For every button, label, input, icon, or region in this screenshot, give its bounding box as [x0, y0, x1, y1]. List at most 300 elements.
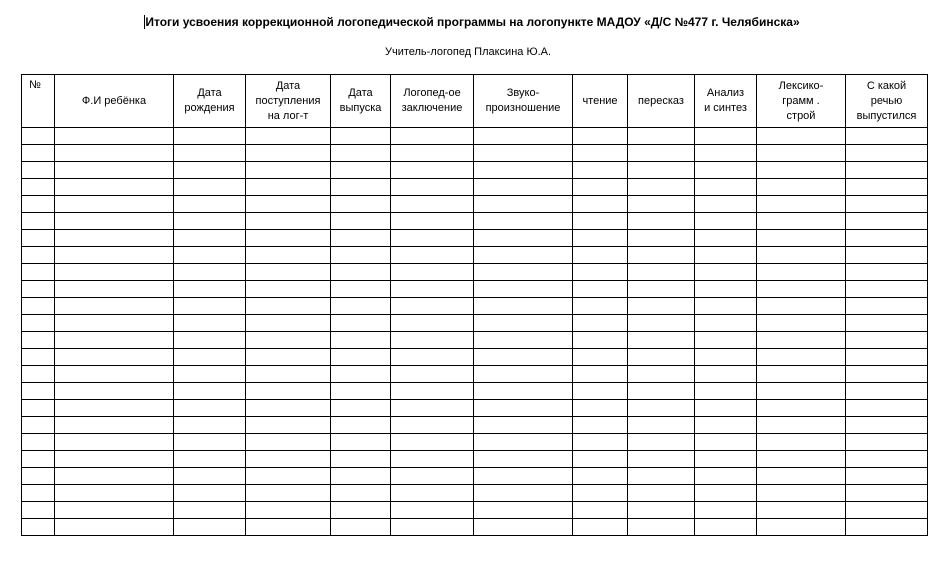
- table-cell-sound[interactable]: [474, 230, 573, 247]
- table-cell-analysis[interactable]: [695, 247, 757, 264]
- table-cell-reading[interactable]: [573, 247, 628, 264]
- table-cell-num[interactable]: [22, 179, 55, 196]
- table-cell-name[interactable]: [55, 485, 174, 502]
- table-cell-num[interactable]: [22, 298, 55, 315]
- table-cell-lexico[interactable]: [757, 502, 846, 519]
- table-cell-analysis[interactable]: [695, 366, 757, 383]
- table-cell-num[interactable]: [22, 366, 55, 383]
- table-cell-admission_date[interactable]: [246, 332, 331, 349]
- table-cell-analysis[interactable]: [695, 383, 757, 400]
- table-cell-admission_date[interactable]: [246, 196, 331, 213]
- table-cell-admission_date[interactable]: [246, 179, 331, 196]
- table-cell-lexico[interactable]: [757, 145, 846, 162]
- table-cell-admission_date[interactable]: [246, 162, 331, 179]
- table-cell-release_date[interactable]: [331, 485, 391, 502]
- table-cell-sound[interactable]: [474, 502, 573, 519]
- table-cell-admission_date[interactable]: [246, 128, 331, 145]
- table-cell-name[interactable]: [55, 417, 174, 434]
- table-cell-name[interactable]: [55, 264, 174, 281]
- table-cell-retelling[interactable]: [628, 519, 695, 536]
- table-cell-analysis[interactable]: [695, 162, 757, 179]
- table-cell-name[interactable]: [55, 502, 174, 519]
- table-cell-lexico[interactable]: [757, 179, 846, 196]
- table-cell-retelling[interactable]: [628, 128, 695, 145]
- table-cell-sound[interactable]: [474, 366, 573, 383]
- table-cell-birth_date[interactable]: [174, 179, 246, 196]
- table-cell-release_date[interactable]: [331, 196, 391, 213]
- table-cell-conclusion[interactable]: [391, 332, 474, 349]
- table-cell-retelling[interactable]: [628, 230, 695, 247]
- table-cell-num[interactable]: [22, 519, 55, 536]
- table-cell-name[interactable]: [55, 349, 174, 366]
- table-cell-release_date[interactable]: [331, 315, 391, 332]
- table-cell-release_date[interactable]: [331, 383, 391, 400]
- table-cell-lexico[interactable]: [757, 383, 846, 400]
- column-header-admission-date: Дата поступления на лог-т: [246, 75, 331, 128]
- table-cell-birth_date[interactable]: [174, 298, 246, 315]
- table-cell-birth_date[interactable]: [174, 468, 246, 485]
- table-cell-speech_out[interactable]: [846, 213, 928, 230]
- table-cell-retelling[interactable]: [628, 400, 695, 417]
- table-cell-birth_date[interactable]: [174, 451, 246, 468]
- table-cell-release_date[interactable]: [331, 366, 391, 383]
- table-cell-retelling[interactable]: [628, 502, 695, 519]
- table-cell-name[interactable]: [55, 145, 174, 162]
- table-cell-lexico[interactable]: [757, 468, 846, 485]
- table-cell-name[interactable]: [55, 213, 174, 230]
- table-cell-analysis[interactable]: [695, 315, 757, 332]
- table-cell-name[interactable]: [55, 128, 174, 145]
- table-cell-speech_out[interactable]: [846, 145, 928, 162]
- table-cell-reading[interactable]: [573, 349, 628, 366]
- table-cell-lexico[interactable]: [757, 315, 846, 332]
- table-cell-sound[interactable]: [474, 128, 573, 145]
- table-cell-admission_date[interactable]: [246, 451, 331, 468]
- table-cell-speech_out[interactable]: [846, 179, 928, 196]
- table-cell-name[interactable]: [55, 400, 174, 417]
- table-cell-retelling[interactable]: [628, 485, 695, 502]
- table-cell-name[interactable]: [55, 230, 174, 247]
- table-cell-birth_date[interactable]: [174, 417, 246, 434]
- table-cell-birth_date[interactable]: [174, 485, 246, 502]
- table-cell-release_date[interactable]: [331, 281, 391, 298]
- table-cell-reading[interactable]: [573, 451, 628, 468]
- table-cell-num[interactable]: [22, 315, 55, 332]
- table-cell-speech_out[interactable]: [846, 230, 928, 247]
- table-cell-retelling[interactable]: [628, 298, 695, 315]
- table-cell-retelling[interactable]: [628, 366, 695, 383]
- table-cell-birth_date[interactable]: [174, 145, 246, 162]
- table-cell-sound[interactable]: [474, 451, 573, 468]
- table-cell-birth_date[interactable]: [174, 315, 246, 332]
- table-cell-reading[interactable]: [573, 383, 628, 400]
- table-cell-reading[interactable]: [573, 230, 628, 247]
- table-cell-sound[interactable]: [474, 247, 573, 264]
- table-row: [22, 230, 928, 247]
- table-cell-speech_out[interactable]: [846, 502, 928, 519]
- table-cell-birth_date[interactable]: [174, 366, 246, 383]
- table-cell-speech_out[interactable]: [846, 247, 928, 264]
- table-cell-retelling[interactable]: [628, 349, 695, 366]
- table-cell-conclusion[interactable]: [391, 400, 474, 417]
- table-cell-conclusion[interactable]: [391, 468, 474, 485]
- table-cell-retelling[interactable]: [628, 417, 695, 434]
- table-row: [22, 349, 928, 366]
- table-cell-release_date[interactable]: [331, 213, 391, 230]
- table-cell-speech_out[interactable]: [846, 451, 928, 468]
- table-cell-reading[interactable]: [573, 162, 628, 179]
- table-cell-speech_out[interactable]: [846, 298, 928, 315]
- table-cell-speech_out[interactable]: [846, 400, 928, 417]
- table-cell-birth_date[interactable]: [174, 213, 246, 230]
- table-cell-conclusion[interactable]: [391, 179, 474, 196]
- table-cell-name[interactable]: [55, 332, 174, 349]
- table-cell-lexico[interactable]: [757, 417, 846, 434]
- table-cell-speech_out[interactable]: [846, 128, 928, 145]
- table-cell-analysis[interactable]: [695, 179, 757, 196]
- table-cell-analysis[interactable]: [695, 298, 757, 315]
- column-header-release-date: Дата выпуска: [331, 75, 391, 128]
- table-cell-speech_out[interactable]: [846, 349, 928, 366]
- table-cell-analysis[interactable]: [695, 400, 757, 417]
- table-cell-conclusion[interactable]: [391, 145, 474, 162]
- table-cell-release_date[interactable]: [331, 298, 391, 315]
- table-cell-birth_date[interactable]: [174, 502, 246, 519]
- table-cell-analysis[interactable]: [695, 145, 757, 162]
- table-cell-conclusion[interactable]: [391, 264, 474, 281]
- table-cell-sound[interactable]: [474, 162, 573, 179]
- table-cell-lexico[interactable]: [757, 128, 846, 145]
- table-cell-speech_out[interactable]: [846, 332, 928, 349]
- table-cell-conclusion[interactable]: [391, 213, 474, 230]
- table-cell-sound[interactable]: [474, 383, 573, 400]
- table-cell-name[interactable]: [55, 298, 174, 315]
- table-cell-reading[interactable]: [573, 485, 628, 502]
- table-cell-retelling[interactable]: [628, 383, 695, 400]
- table-cell-num[interactable]: [22, 196, 55, 213]
- table-cell-lexico[interactable]: [757, 519, 846, 536]
- table-cell-conclusion[interactable]: [391, 417, 474, 434]
- table-cell-lexico[interactable]: [757, 196, 846, 213]
- table-cell-sound[interactable]: [474, 145, 573, 162]
- table-cell-speech_out[interactable]: [846, 196, 928, 213]
- table-cell-num[interactable]: [22, 247, 55, 264]
- table-cell-admission_date[interactable]: [246, 145, 331, 162]
- table-cell-num[interactable]: [22, 264, 55, 281]
- table-cell-speech_out[interactable]: [846, 162, 928, 179]
- table-cell-sound[interactable]: [474, 264, 573, 281]
- table-cell-admission_date[interactable]: [246, 366, 331, 383]
- table-cell-num[interactable]: [22, 485, 55, 502]
- table-cell-name[interactable]: [55, 196, 174, 213]
- table-cell-conclusion[interactable]: [391, 349, 474, 366]
- table-cell-release_date[interactable]: [331, 349, 391, 366]
- table-cell-birth_date[interactable]: [174, 383, 246, 400]
- table-cell-release_date[interactable]: [331, 179, 391, 196]
- table-cell-lexico[interactable]: [757, 349, 846, 366]
- table-cell-num[interactable]: [22, 417, 55, 434]
- table-cell-release_date[interactable]: [331, 468, 391, 485]
- table-cell-num[interactable]: [22, 145, 55, 162]
- table-cell-reading[interactable]: [573, 366, 628, 383]
- table-cell-name[interactable]: [55, 247, 174, 264]
- table-cell-release_date[interactable]: [331, 434, 391, 451]
- table-cell-retelling[interactable]: [628, 281, 695, 298]
- table-cell-name[interactable]: [55, 434, 174, 451]
- table-cell-num[interactable]: [22, 451, 55, 468]
- table-cell-lexico[interactable]: [757, 264, 846, 281]
- table-cell-release_date[interactable]: [331, 230, 391, 247]
- table-cell-retelling[interactable]: [628, 162, 695, 179]
- table-cell-admission_date[interactable]: [246, 434, 331, 451]
- table-cell-reading[interactable]: [573, 434, 628, 451]
- table-cell-release_date[interactable]: [331, 417, 391, 434]
- table-cell-analysis[interactable]: [695, 485, 757, 502]
- table-cell-analysis[interactable]: [695, 213, 757, 230]
- table-cell-retelling[interactable]: [628, 468, 695, 485]
- table-cell-lexico[interactable]: [757, 162, 846, 179]
- table-cell-lexico[interactable]: [757, 332, 846, 349]
- table-cell-admission_date[interactable]: [246, 315, 331, 332]
- table-cell-num[interactable]: [22, 230, 55, 247]
- table-row: [22, 485, 928, 502]
- table-cell-sound[interactable]: [474, 196, 573, 213]
- table-cell-sound[interactable]: [474, 332, 573, 349]
- table-cell-sound[interactable]: [474, 468, 573, 485]
- table-cell-lexico[interactable]: [757, 451, 846, 468]
- table-cell-conclusion[interactable]: [391, 451, 474, 468]
- table-cell-conclusion[interactable]: [391, 366, 474, 383]
- table-cell-reading[interactable]: [573, 128, 628, 145]
- table-cell-birth_date[interactable]: [174, 264, 246, 281]
- table-cell-reading[interactable]: [573, 502, 628, 519]
- table-cell-num[interactable]: [22, 434, 55, 451]
- table-cell-num[interactable]: [22, 281, 55, 298]
- column-header-analysis-synthesis: Анализ и синтез: [695, 75, 757, 128]
- table-cell-retelling[interactable]: [628, 247, 695, 264]
- table-cell-reading[interactable]: [573, 315, 628, 332]
- table-cell-retelling[interactable]: [628, 332, 695, 349]
- table-cell-admission_date[interactable]: [246, 281, 331, 298]
- table-row: [22, 264, 928, 281]
- table-cell-num[interactable]: [22, 468, 55, 485]
- table-cell-birth_date[interactable]: [174, 332, 246, 349]
- table-cell-name[interactable]: [55, 162, 174, 179]
- table-cell-retelling[interactable]: [628, 264, 695, 281]
- table-cell-analysis[interactable]: [695, 434, 757, 451]
- table-cell-conclusion[interactable]: [391, 485, 474, 502]
- table-cell-num[interactable]: [22, 400, 55, 417]
- table-cell-release_date[interactable]: [331, 400, 391, 417]
- table-cell-birth_date[interactable]: [174, 162, 246, 179]
- table-cell-admission_date[interactable]: [246, 485, 331, 502]
- table-cell-birth_date[interactable]: [174, 400, 246, 417]
- table-cell-num[interactable]: [22, 213, 55, 230]
- table-cell-conclusion[interactable]: [391, 128, 474, 145]
- table-cell-lexico[interactable]: [757, 213, 846, 230]
- table-cell-analysis[interactable]: [695, 451, 757, 468]
- table-cell-retelling[interactable]: [628, 434, 695, 451]
- table-cell-birth_date[interactable]: [174, 281, 246, 298]
- table-cell-admission_date[interactable]: [246, 502, 331, 519]
- table-cell-analysis[interactable]: [695, 349, 757, 366]
- table-cell-name[interactable]: [55, 451, 174, 468]
- table-cell-admission_date[interactable]: [246, 213, 331, 230]
- table-cell-conclusion[interactable]: [391, 162, 474, 179]
- table-cell-birth_date[interactable]: [174, 196, 246, 213]
- table-cell-speech_out[interactable]: [846, 519, 928, 536]
- table-cell-name[interactable]: [55, 519, 174, 536]
- table-cell-admission_date[interactable]: [246, 298, 331, 315]
- table-cell-num[interactable]: [22, 349, 55, 366]
- table-cell-analysis[interactable]: [695, 128, 757, 145]
- column-header-conclusion: Логопед-ое заключение: [391, 75, 474, 128]
- table-cell-admission_date[interactable]: [246, 519, 331, 536]
- table-cell-sound[interactable]: [474, 417, 573, 434]
- table-cell-release_date[interactable]: [331, 247, 391, 264]
- table-cell-release_date[interactable]: [331, 332, 391, 349]
- table-cell-analysis[interactable]: [695, 196, 757, 213]
- table-cell-speech_out[interactable]: [846, 366, 928, 383]
- table-cell-speech_out[interactable]: [846, 383, 928, 400]
- table-cell-release_date[interactable]: [331, 145, 391, 162]
- table-cell-analysis[interactable]: [695, 417, 757, 434]
- table-cell-name[interactable]: [55, 468, 174, 485]
- table-cell-num[interactable]: [22, 332, 55, 349]
- table-cell-num[interactable]: [22, 128, 55, 145]
- table-cell-lexico[interactable]: [757, 281, 846, 298]
- table-cell-conclusion[interactable]: [391, 434, 474, 451]
- table-cell-sound[interactable]: [474, 400, 573, 417]
- table-cell-analysis[interactable]: [695, 332, 757, 349]
- table-cell-name[interactable]: [55, 366, 174, 383]
- table-cell-birth_date[interactable]: [174, 128, 246, 145]
- table-cell-conclusion[interactable]: [391, 383, 474, 400]
- table-cell-conclusion[interactable]: [391, 298, 474, 315]
- table-cell-lexico[interactable]: [757, 298, 846, 315]
- table-cell-admission_date[interactable]: [246, 383, 331, 400]
- table-cell-num[interactable]: [22, 162, 55, 179]
- table-cell-lexico[interactable]: [757, 434, 846, 451]
- table-cell-release_date[interactable]: [331, 264, 391, 281]
- table-cell-admission_date[interactable]: [246, 417, 331, 434]
- table-cell-admission_date[interactable]: [246, 247, 331, 264]
- table-cell-analysis[interactable]: [695, 519, 757, 536]
- table-cell-sound[interactable]: [474, 349, 573, 366]
- table-cell-speech_out[interactable]: [846, 315, 928, 332]
- table-cell-reading[interactable]: [573, 468, 628, 485]
- table-cell-sound[interactable]: [474, 281, 573, 298]
- table-cell-retelling[interactable]: [628, 179, 695, 196]
- table-cell-reading[interactable]: [573, 179, 628, 196]
- table-cell-reading[interactable]: [573, 332, 628, 349]
- table-cell-birth_date[interactable]: [174, 519, 246, 536]
- table-cell-analysis[interactable]: [695, 502, 757, 519]
- table-cell-reading[interactable]: [573, 264, 628, 281]
- table-cell-release_date[interactable]: [331, 128, 391, 145]
- table-row: [22, 196, 928, 213]
- table-cell-sound[interactable]: [474, 315, 573, 332]
- table-cell-conclusion[interactable]: [391, 247, 474, 264]
- table-cell-admission_date[interactable]: [246, 349, 331, 366]
- table-cell-reading[interactable]: [573, 519, 628, 536]
- table-cell-birth_date[interactable]: [174, 230, 246, 247]
- table-cell-admission_date[interactable]: [246, 468, 331, 485]
- table-cell-lexico[interactable]: [757, 230, 846, 247]
- table-cell-num[interactable]: [22, 383, 55, 400]
- table-cell-sound[interactable]: [474, 485, 573, 502]
- table-cell-analysis[interactable]: [695, 264, 757, 281]
- table-cell-name[interactable]: [55, 281, 174, 298]
- table-row: [22, 315, 928, 332]
- table-cell-retelling[interactable]: [628, 315, 695, 332]
- table-cell-birth_date[interactable]: [174, 247, 246, 264]
- table-cell-reading[interactable]: [573, 145, 628, 162]
- table-cell-analysis[interactable]: [695, 230, 757, 247]
- table-cell-lexico[interactable]: [757, 366, 846, 383]
- table-cell-analysis[interactable]: [695, 281, 757, 298]
- table-cell-conclusion[interactable]: [391, 230, 474, 247]
- table-cell-birth_date[interactable]: [174, 434, 246, 451]
- table-cell-lexico[interactable]: [757, 247, 846, 264]
- table-cell-name[interactable]: [55, 179, 174, 196]
- table-cell-admission_date[interactable]: [246, 264, 331, 281]
- table-cell-speech_out[interactable]: [846, 417, 928, 434]
- table-cell-num[interactable]: [22, 502, 55, 519]
- table-cell-speech_out[interactable]: [846, 281, 928, 298]
- table-cell-retelling[interactable]: [628, 213, 695, 230]
- table-cell-reading[interactable]: [573, 417, 628, 434]
- table-cell-retelling[interactable]: [628, 145, 695, 162]
- table-cell-lexico[interactable]: [757, 400, 846, 417]
- table-cell-admission_date[interactable]: [246, 400, 331, 417]
- table-cell-conclusion[interactable]: [391, 502, 474, 519]
- table-cell-sound[interactable]: [474, 519, 573, 536]
- table-cell-conclusion[interactable]: [391, 519, 474, 536]
- table-cell-name[interactable]: [55, 383, 174, 400]
- table-cell-release_date[interactable]: [331, 519, 391, 536]
- table-cell-reading[interactable]: [573, 400, 628, 417]
- table-row: [22, 213, 928, 230]
- table-cell-reading[interactable]: [573, 281, 628, 298]
- table-cell-name[interactable]: [55, 315, 174, 332]
- table-cell-speech_out[interactable]: [846, 434, 928, 451]
- table-cell-reading[interactable]: [573, 298, 628, 315]
- table-cell-release_date[interactable]: [331, 451, 391, 468]
- table-cell-lexico[interactable]: [757, 485, 846, 502]
- table-cell-release_date[interactable]: [331, 502, 391, 519]
- table-cell-speech_out[interactable]: [846, 264, 928, 281]
- table-cell-admission_date[interactable]: [246, 230, 331, 247]
- table-cell-sound[interactable]: [474, 298, 573, 315]
- table-cell-reading[interactable]: [573, 196, 628, 213]
- table-cell-conclusion[interactable]: [391, 281, 474, 298]
- table-cell-conclusion[interactable]: [391, 196, 474, 213]
- table-cell-sound[interactable]: [474, 179, 573, 196]
- table-cell-sound[interactable]: [474, 434, 573, 451]
- table-cell-release_date[interactable]: [331, 162, 391, 179]
- table-cell-sound[interactable]: [474, 213, 573, 230]
- table-cell-birth_date[interactable]: [174, 349, 246, 366]
- table-row: [22, 434, 928, 451]
- table-cell-retelling[interactable]: [628, 451, 695, 468]
- table-cell-conclusion[interactable]: [391, 315, 474, 332]
- table-cell-reading[interactable]: [573, 213, 628, 230]
- table-cell-speech_out[interactable]: [846, 485, 928, 502]
- table-cell-speech_out[interactable]: [846, 468, 928, 485]
- table-cell-retelling[interactable]: [628, 196, 695, 213]
- table-cell-analysis[interactable]: [695, 468, 757, 485]
